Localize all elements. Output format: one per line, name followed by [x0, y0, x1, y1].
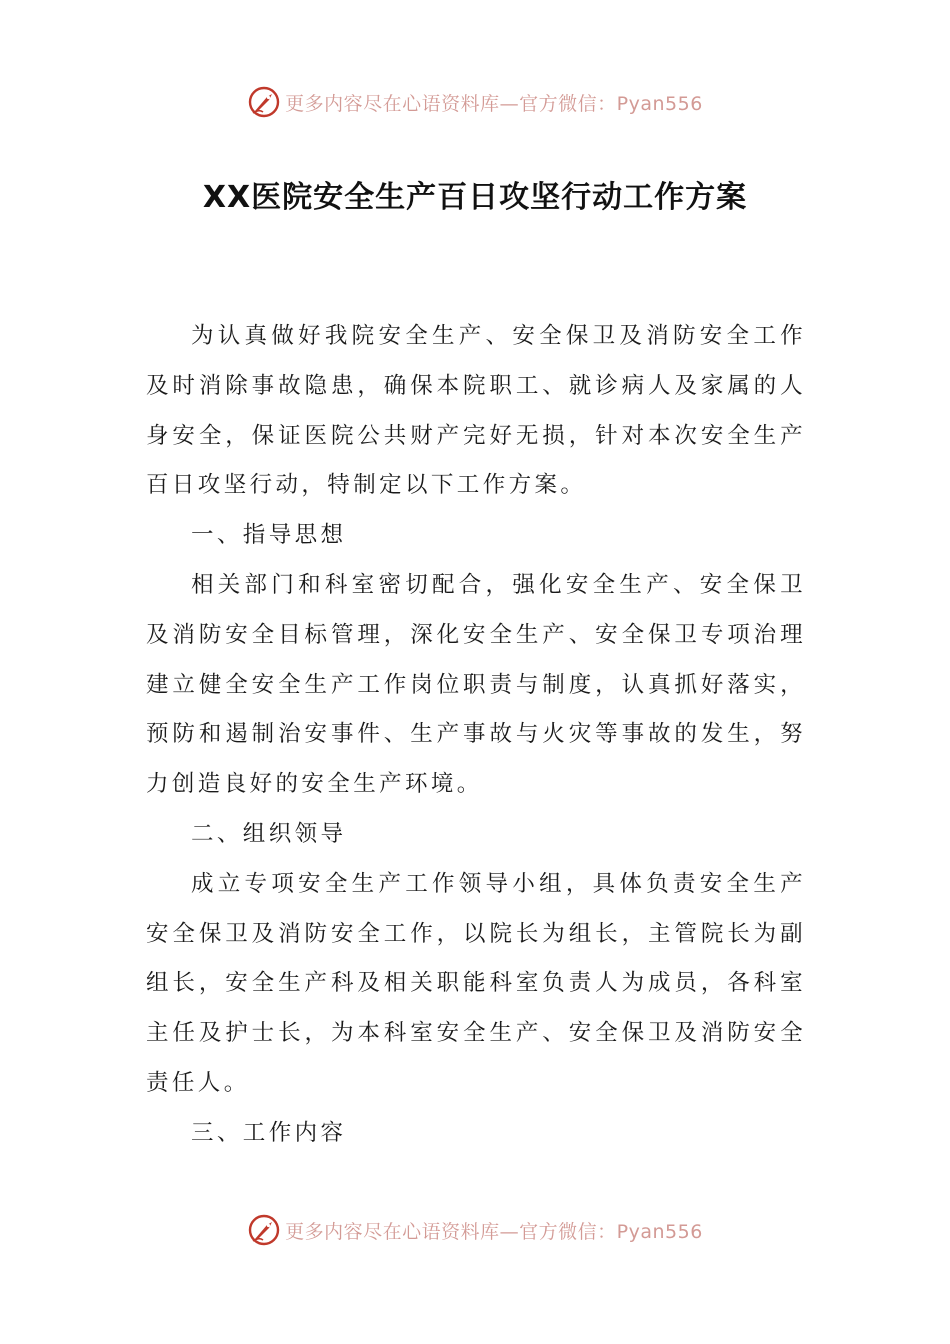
section-heading-guiding-ideology: 一、指导思想: [191, 522, 347, 549]
intro-paragraph: 为认真做好我院安全生产、安全保卫及消防安全工作及时消除事故隐患，确保本院职工、就诊病人及家属的人身安全，保证医院公共财产完好无损，针对本次安全生产百日攻坚行动，特制定以下工作方案。: [146, 323, 806, 499]
watermark-text: [285, 89, 703, 116]
watermark-wechat-id: Pyan556: [616, 92, 703, 115]
pen-nib-logo-icon: [247, 1213, 281, 1247]
document-body: [146, 312, 806, 1159]
section-heading-work-content: 三、工作内容: [191, 1119, 347, 1146]
watermark-site-text: 更多内容尽在心语资料库—官方微信：: [285, 1220, 617, 1243]
document-title: XX医院安全生产百日攻坚行动工作方案: [202, 180, 748, 215]
watermark-wechat-id: Pyan556: [616, 1220, 703, 1243]
section-heading-organization: 二、组织领导: [191, 820, 347, 847]
section-text-guiding-ideology: 相关部门和科室密切配合，强化安全生产、安全保卫及消防安全目标管理，深化安全生产、安全保卫专项治理建立健全安全生产工作岗位职责与制度，认真抓好落实，预防和遏制治安事件、生产事故与火灾等事故的发生，努力创造良好的安全生产环境。: [146, 571, 806, 798]
section-text-organization: 成立专项安全生产工作领导小组，具体负责安全生产安全保卫及消防安全工作，以院长为组长，主管院长为副组长，安全生产科及相关职能科室负责人为成员，各科室主任及护士长，为本科室安全生产、安全保卫及消防安全责任人。: [146, 870, 806, 1096]
pen-nib-logo-icon: [247, 85, 281, 119]
watermark-site-text: 更多内容尽在心语资料库—官方微信：: [285, 92, 617, 115]
watermark-text: [285, 1217, 703, 1244]
watermark-banner-bottom: [0, 1210, 950, 1250]
watermark-banner-top: [0, 82, 950, 122]
